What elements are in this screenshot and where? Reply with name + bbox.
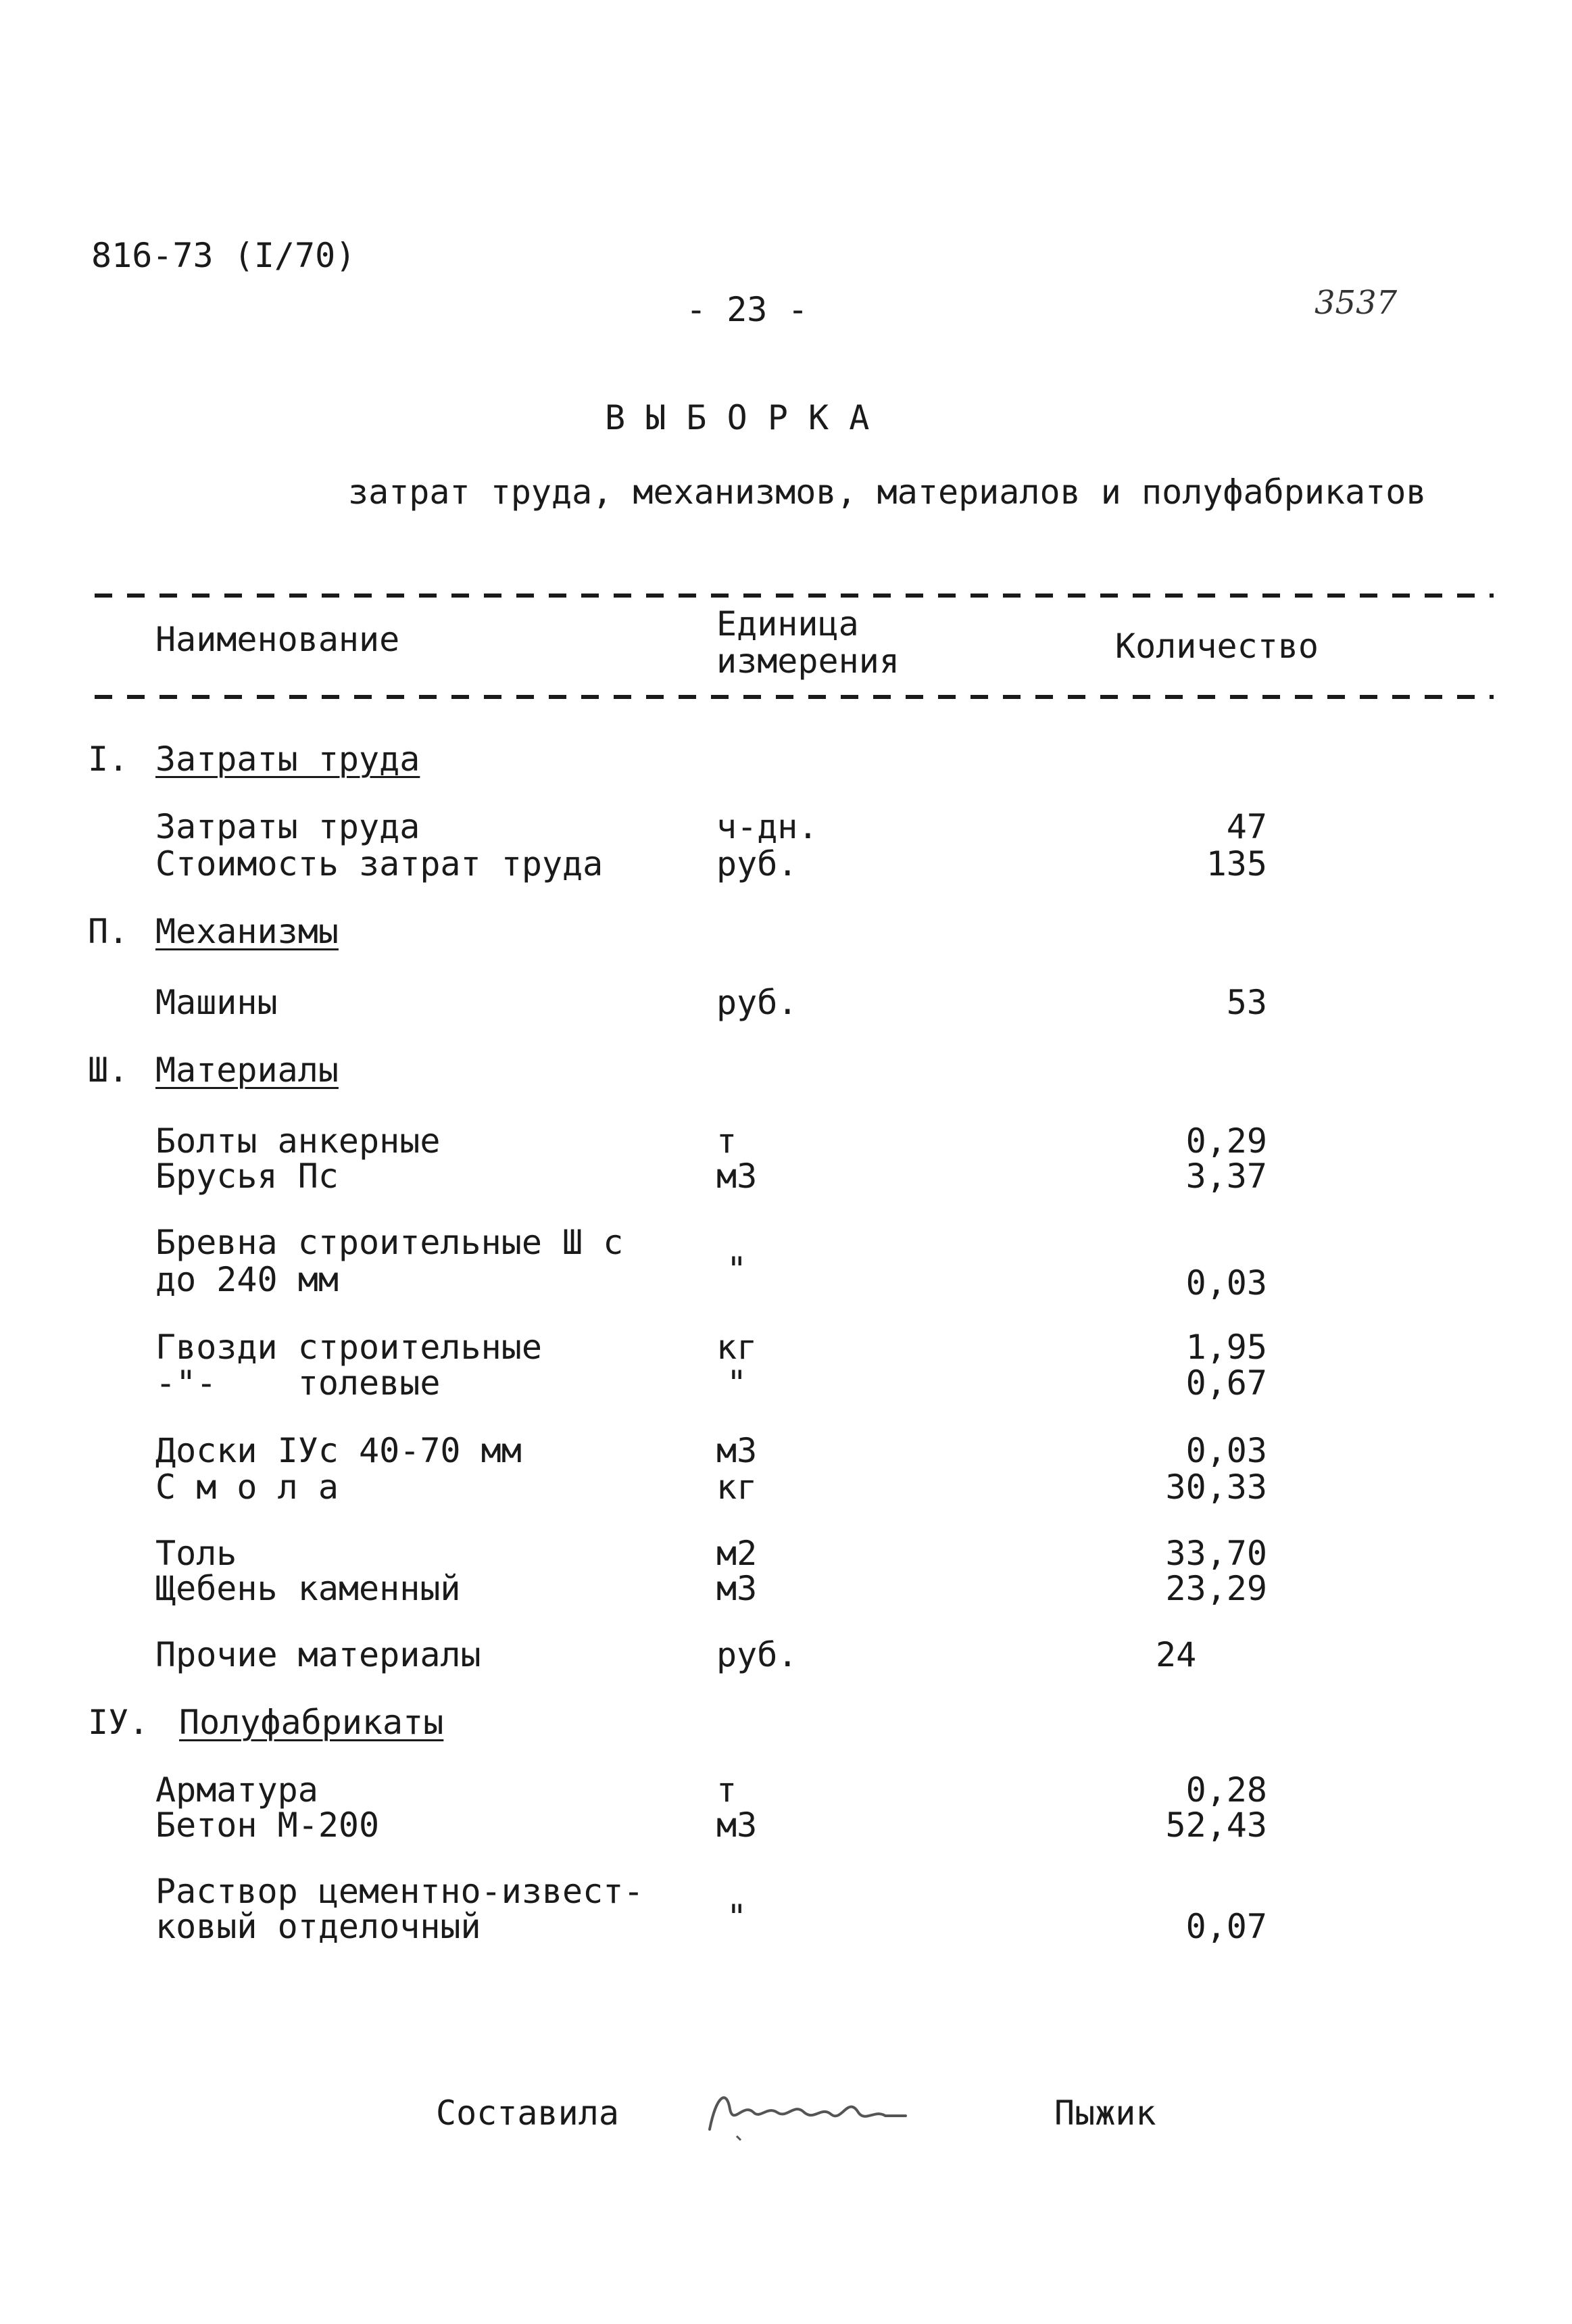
row-qty: 0,28 [1185,1770,1267,1810]
row-name: Машины [155,983,278,1022]
row-name: -"- толевые [155,1363,441,1403]
row-unit: кг [716,1328,758,1367]
row-qty: 3,37 [1185,1157,1267,1196]
row-unit: т [716,1121,737,1161]
row-name: Гвозди строительные [155,1328,542,1367]
table-top-rule [95,594,1494,598]
row-qty: 30,33 [1165,1468,1267,1507]
page-number: - 23 - [686,290,808,329]
section-numeral: Ш. [88,1050,129,1090]
row-name: Доски IУс 40-70 мм [155,1431,522,1470]
section-title: Механизмы [155,912,339,951]
row-unit: м3 [716,1431,758,1470]
row-qty: 24 [1156,1635,1197,1674]
table-header-rule [95,695,1494,699]
row-qty: 1,95 [1185,1328,1267,1367]
row-name: Затраты труда [155,807,420,846]
row-name: Толь [155,1534,237,1573]
row-name: Брусья Пс [155,1157,339,1196]
row-name: Бревна строительные Ш с [155,1223,624,1262]
row-qty: 53 [1226,983,1267,1022]
row-unit: м3 [716,1569,758,1608]
section-title: Полуфабрикаты [179,1703,444,1742]
section-numeral: I. [88,740,129,779]
composer-name: Пыжик [1054,2093,1156,2133]
section-numeral: П. [88,912,129,951]
section-title: Затраты труда [155,740,420,779]
column-header-unit-line1: Единица [716,604,859,644]
row-qty: 47 [1226,807,1267,846]
row-qty: 52,43 [1165,1806,1267,1845]
row-unit: " [727,1363,747,1403]
row-qty: 0,03 [1185,1263,1267,1303]
row-name: Бетон М-200 [155,1806,380,1845]
row-qty: 0,07 [1185,1907,1267,1946]
row-qty: 23,29 [1165,1569,1267,1608]
sheet-number: 3537 [1315,284,1398,322]
row-qty: 0,29 [1185,1121,1267,1161]
composed-by-label: Составила [436,2093,619,2133]
row-unit: " [727,1250,747,1289]
page-subtitle: затрат труда, механизмов, материалов и полуфабрикатов [348,473,1427,512]
row-unit: " [727,1897,747,1937]
row-name: Щебень каменный [155,1569,461,1608]
row-name: Прочие материалы [155,1635,481,1674]
row-name: С м о л а [155,1468,339,1507]
section-numeral: IУ. [88,1703,149,1742]
row-qty: 0,67 [1185,1363,1267,1403]
column-header-qty: Количество [1115,627,1319,666]
row-name: Болты анкерные [155,1121,441,1161]
row-unit: м2 [716,1534,758,1573]
row-name-continuation: до 240 мм [155,1260,339,1299]
row-unit: руб. [716,983,798,1022]
row-unit: руб. [716,844,798,883]
row-unit: м3 [716,1806,758,1845]
row-unit: м3 [716,1157,758,1196]
column-header-unit-line2: измерения [716,641,900,681]
row-name-continuation: ковый отделочный [155,1907,481,1946]
row-name: Раствор цементно-извест- [155,1872,644,1911]
page-title: В Ы Б О Р К А [605,398,870,437]
row-qty: 135 [1206,844,1267,883]
signature-scribble [696,2082,926,2143]
row-name: Арматура [155,1770,318,1810]
row-unit: ч-дн. [716,807,818,846]
row-name: Стоимость затрат труда [155,844,604,883]
column-header-name: Наименование [155,620,400,659]
row-qty: 33,70 [1165,1534,1267,1573]
row-qty: 0,03 [1185,1431,1267,1470]
row-unit: т [716,1770,737,1810]
row-unit: кг [716,1468,758,1507]
handwritten-signature [696,2082,926,2152]
section-title: Материалы [155,1050,339,1090]
row-unit: руб. [716,1635,798,1674]
document-code: 816-73 (I/70) [91,236,356,275]
